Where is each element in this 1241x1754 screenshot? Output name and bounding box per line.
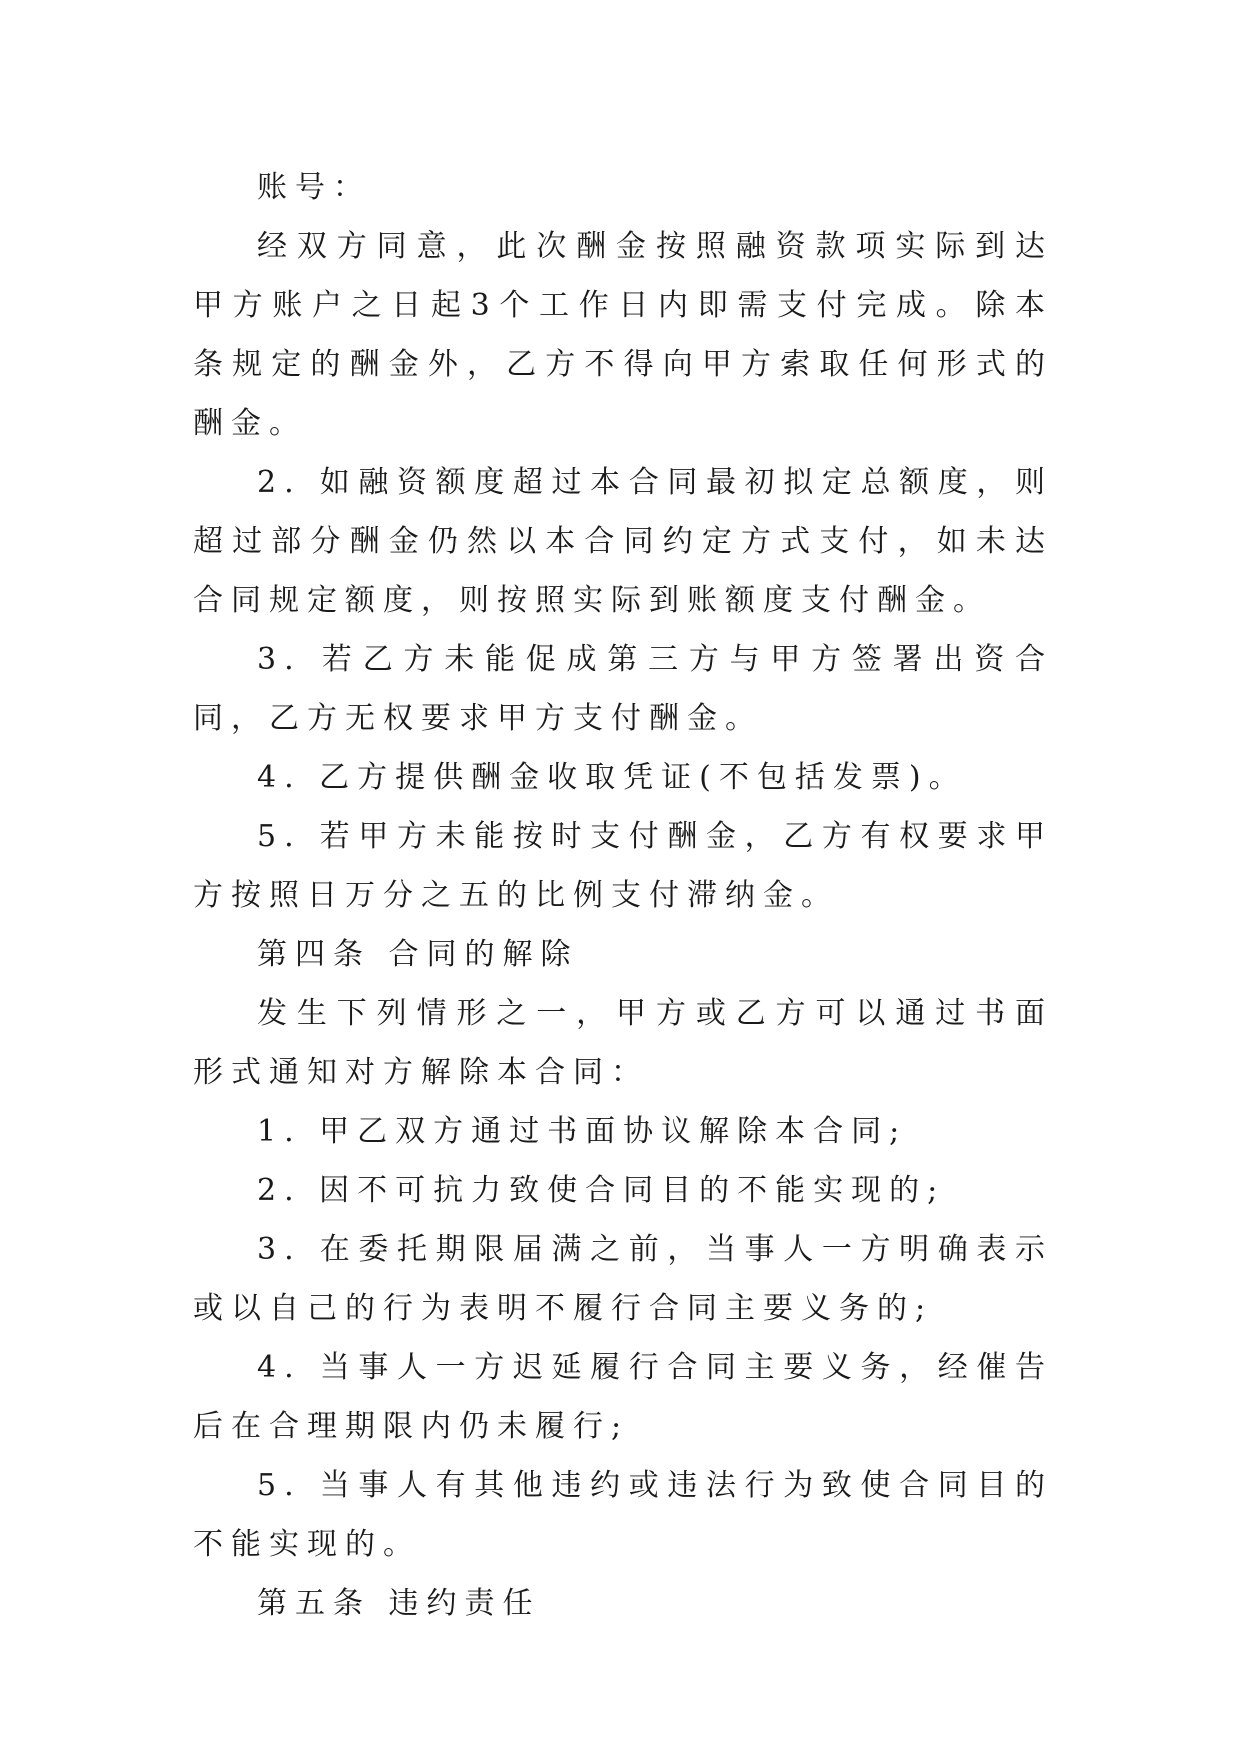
paragraph-account: 账号： — [257, 170, 371, 205]
termination-item-4: 4. 当事人一方迟延履行合同主要义务，经催告后在合理期限内仍未履行; — [193, 1350, 1053, 1444]
termination-item-2: 2. 因不可抗力致使合同目的不能实现的; — [257, 1173, 946, 1208]
termination-item-1: 1. 甲乙双方通过书面协议解除本合同; — [257, 1114, 908, 1149]
clause-item-5: 5. 若甲方未能按时支付酬金，乙方有权要求甲方按照日万分之五的比例支付滞纳金。 — [193, 819, 1053, 913]
clause-item-4: 4. 乙方提供酬金收取凭证(不包括发票)。 — [257, 760, 967, 795]
termination-item-3: 3. 在委托期限届满之前，当事人一方明确表示或以自己的行为表明不履行合同主要义务的; — [193, 1232, 1053, 1326]
clause-item-3: 3. 若乙方未能促成第三方与甲方签署出资合同，乙方无权要求甲方支付酬金。 — [193, 642, 1053, 736]
paragraph-payment-terms: 经双方同意，此次酬金按照融资款项实际到达甲方账户之日起3个工作日内即需支付完成。除本条规定的酬金外，乙方不得向甲方索取任何形式的酬金。 — [193, 229, 1053, 441]
section-heading-article-5: 第五条 违约责任 — [257, 1586, 541, 1621]
document-body — [193, 158, 1053, 1633]
paragraph-termination-intro: 发生下列情形之一，甲方或乙方可以通过书面形式通知对方解除本合同： — [193, 996, 1053, 1090]
section-heading-article-4: 第四条 合同的解除 — [257, 937, 579, 972]
clause-item-2: 2. 如融资额度超过本合同最初拟定总额度，则超过部分酬金仍然以本合同约定方式支付，如未达合同规定额度，则按照实际到账额度支付酬金。 — [193, 465, 1053, 618]
termination-item-5: 5. 当事人有其他违约或违法行为致使合同目的不能实现的。 — [193, 1468, 1053, 1562]
